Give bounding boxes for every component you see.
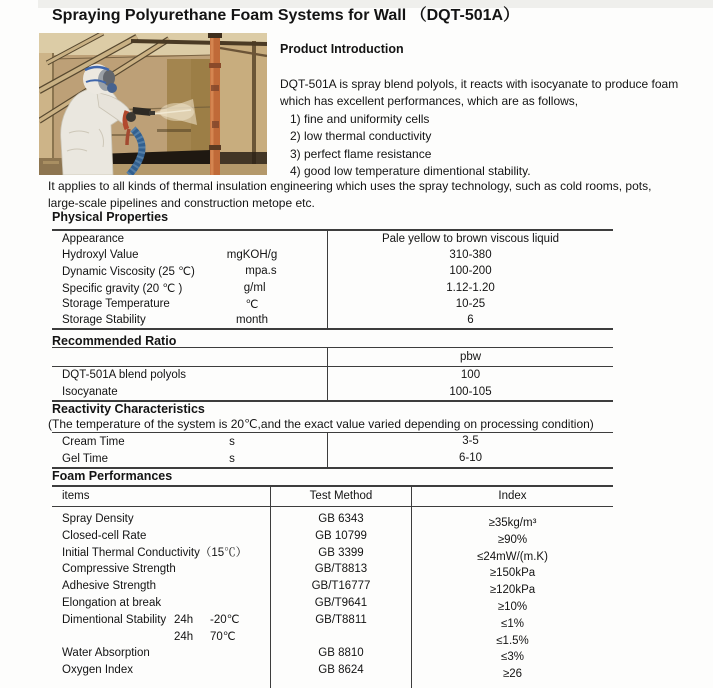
fp-item: Water Absorption	[62, 647, 150, 660]
list-item: 1) fine and uniformity cells	[290, 111, 430, 126]
ratio-component: DQT-501A blend polyols	[62, 369, 187, 381]
product-introduction-section	[280, 41, 708, 181]
index-value: ≤24mW/(m.K)	[477, 550, 548, 563]
table-row	[52, 231, 327, 247]
table-row	[52, 561, 270, 578]
index-value: ≥120kPa	[489, 584, 536, 597]
list-item: 2) low thermal conductivity	[290, 129, 432, 143]
spray-foam-worker-illustration	[39, 33, 267, 175]
test-method: GB 6343	[318, 513, 364, 525]
application-text-line: It applies to all kinds of thermal insulation engineering which uses the spray technology, such as cold rooms, pots,	[48, 179, 652, 193]
index-value: ≤3%	[501, 651, 524, 664]
fp-item: Spray Density	[62, 513, 134, 525]
fp-sub: -20℃	[210, 613, 240, 626]
property-value: 1.12-1.20	[446, 281, 495, 294]
property-unit: mgKOH/g	[226, 249, 278, 262]
property-value: 10-25	[455, 297, 486, 310]
recommended-ratio-table	[52, 347, 613, 402]
rr-name-column	[52, 367, 328, 400]
property-name: Storage Temperature	[62, 297, 170, 310]
property-value: 6	[467, 313, 474, 326]
reactivity-value: 3-5	[462, 435, 479, 447]
fp-item: Dimentional Stability	[62, 613, 167, 626]
physical-properties-table	[52, 229, 613, 330]
reactivity-note: (The temperature of the system is 20℃,and the exact value varied depending on processing condition)	[48, 417, 594, 431]
index-value: ≤1%	[501, 617, 524, 630]
test-method: GB 8624	[318, 664, 364, 677]
list-item: 4) good low temperature dimentional stability.	[290, 164, 531, 178]
fp-item: Closed-cell Rate	[62, 529, 147, 542]
table-row	[52, 312, 327, 328]
test-method: GB/T8811	[315, 613, 367, 626]
table-row	[52, 280, 327, 296]
property-value: 310-380	[449, 249, 492, 262]
fp-sub: 70℃	[210, 630, 236, 643]
orange-pipe	[208, 33, 222, 175]
fp-header-row	[52, 487, 613, 507]
test-method	[271, 629, 411, 646]
list-item: 3) perfect flame resistance	[290, 146, 432, 161]
fp-item: Oxygen Index	[62, 664, 133, 677]
reactivity-item: Cream Time	[62, 435, 125, 448]
index-value: ≥90%	[497, 533, 528, 546]
table-row	[52, 433, 327, 450]
test-method: GB/T16777	[311, 580, 371, 593]
fp-header-items: items	[52, 487, 271, 506]
reactivity-unit: s	[229, 452, 235, 465]
property-value: Pale yellow to brown viscous liquid	[381, 233, 560, 245]
intro-feature-list	[290, 111, 708, 181]
pp-name-unit-column	[52, 231, 328, 328]
reactivity-item: Gel Time	[62, 452, 109, 465]
rr-value-column	[328, 367, 613, 400]
property-unit: mpa.s	[245, 265, 277, 278]
table-row	[52, 528, 270, 545]
reactivity-heading: Reactivity Characteristics	[52, 402, 205, 416]
product-photo	[39, 33, 267, 175]
application-text-line: large-scale pipelines and construction metope etc.	[48, 196, 315, 210]
table-row	[52, 662, 270, 679]
fp-item: Initial Thermal Conductivity（15℃）	[62, 546, 248, 559]
fp-items-column	[52, 507, 271, 688]
table-row	[52, 545, 270, 562]
property-unit: month	[236, 314, 268, 327]
intro-text-line: DQT-501A is spray blend polyols, it reacts with isocyanate to produce foam	[280, 76, 679, 91]
reactivity-value: 6-10	[458, 452, 483, 464]
pp-value-column	[328, 231, 613, 328]
table-row	[52, 450, 327, 467]
application-paragraph	[48, 178, 710, 212]
rr-header-row	[52, 348, 613, 367]
fp-index-column	[412, 507, 613, 688]
test-method: GB 3399	[318, 546, 364, 559]
property-name: Appearance	[62, 233, 125, 246]
recommended-ratio-heading: Recommended Ratio	[52, 334, 177, 348]
property-name: Storage Stability	[62, 314, 146, 327]
property-name: Hydroxyl Value	[62, 249, 139, 262]
test-method: GB 8810	[318, 647, 364, 660]
index-value: ≥26	[502, 668, 523, 681]
index-value: ≥150kPa	[489, 567, 536, 580]
intro-text-line: which has excellent performances, which are as follows,	[280, 94, 579, 108]
rr-header-empty-cell	[52, 348, 328, 366]
physical-properties-heading: Physical Properties	[52, 210, 169, 224]
table-row	[52, 263, 327, 279]
ratio-value: 100	[460, 369, 481, 381]
fp-item: Adhesive Strength	[62, 580, 156, 593]
ratio-value: 100-105	[449, 385, 492, 398]
reactivity-table	[52, 432, 613, 469]
test-method: GB/T9641	[314, 596, 368, 609]
table-row	[52, 296, 327, 312]
ratio-component: Isocyanate	[62, 385, 118, 398]
test-method: GB 10799	[315, 529, 367, 542]
foam-performances-heading: Foam Performances	[52, 469, 173, 483]
table-row	[52, 595, 270, 612]
rc-value-column	[328, 433, 613, 467]
product-introduction-heading: Product Introduction	[280, 42, 404, 56]
reactivity-unit: s	[229, 435, 235, 448]
table-row	[52, 511, 270, 528]
fp-method-column	[271, 507, 412, 688]
property-unit: ℃	[245, 298, 259, 311]
property-name: Specific gravity (20 ℃ )	[62, 282, 183, 295]
fp-header-index: Index	[498, 490, 527, 502]
property-unit: g/ml	[243, 281, 266, 294]
fp-item: Compressive Strength	[62, 563, 176, 576]
rr-header-pbw: pbw	[459, 351, 482, 363]
table-row	[52, 645, 270, 662]
index-value: ≤1.5%	[496, 634, 529, 647]
table-row	[52, 629, 270, 646]
fp-item: Elongation at break	[62, 596, 162, 609]
test-method: GB/T8813	[314, 563, 368, 576]
foam-performances-table	[52, 485, 613, 688]
fp-sub: 24h	[174, 613, 194, 626]
page-title: Spraying Polyurethane Foam Systems for Wall （DQT-501A）	[52, 7, 520, 24]
index-value: ≥10%	[497, 600, 528, 613]
fp-sub: 24h	[174, 630, 194, 643]
property-value: 100-200	[449, 265, 492, 278]
table-row	[52, 247, 327, 263]
rc-name-column	[52, 433, 328, 467]
fp-header-test-method: Test Method	[271, 487, 412, 506]
index-value: ≥35kg/m³	[488, 517, 537, 529]
table-row	[52, 578, 270, 595]
property-name: Dynamic Viscosity (25 ℃)	[62, 266, 195, 279]
table-row	[52, 612, 270, 629]
